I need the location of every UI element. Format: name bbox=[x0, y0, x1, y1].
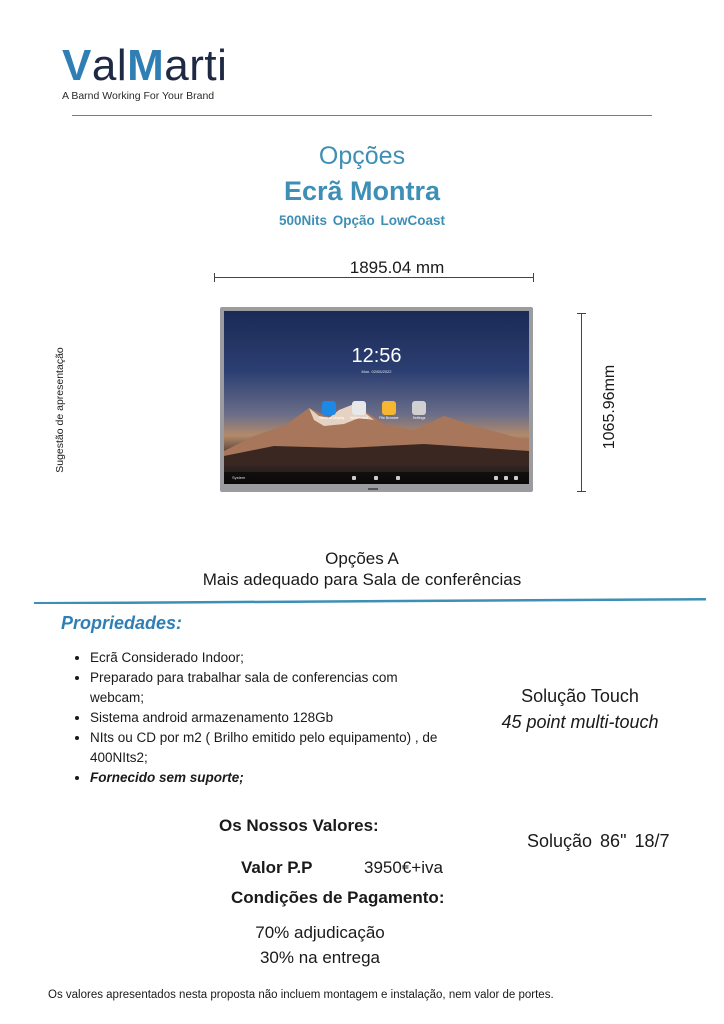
logo-letters-al: al bbox=[91, 41, 128, 90]
whiteboard-icon bbox=[352, 401, 366, 415]
logo-letter-v: V bbox=[62, 41, 92, 90]
taskbar-system-label: System bbox=[232, 475, 246, 480]
screen-date: Mon. 02/05/2022 bbox=[361, 369, 392, 374]
product-subtitle: 500Nits Opção LowCoast bbox=[278, 213, 446, 228]
page-title: Opções bbox=[318, 142, 406, 170]
width-dimension-line bbox=[214, 277, 534, 278]
gear-icon bbox=[412, 401, 426, 415]
display-screen bbox=[224, 311, 529, 484]
screen-app-row bbox=[319, 401, 429, 420]
app-label: File Browser bbox=[379, 416, 399, 420]
footnote: Os valores apresentados nesta proposta não incluem montagem e instalação, nem valor de portes. bbox=[48, 989, 554, 1001]
list-item: • Ecrã Considerado Indoor; bbox=[90, 648, 450, 668]
folder-icon bbox=[382, 401, 396, 415]
logo-tagline: A Barnd Working For Your Brand bbox=[62, 90, 215, 102]
screen-taskbar bbox=[224, 472, 529, 484]
option-a-block bbox=[0, 548, 724, 590]
taskbar-back-icon bbox=[396, 476, 400, 480]
option-a-title: Opções A bbox=[325, 549, 399, 568]
taskbar-status-icon bbox=[494, 476, 498, 480]
product-title: Ecrã Montra bbox=[283, 176, 441, 206]
height-dimension-label: 1065.96mm bbox=[601, 364, 618, 450]
height-dimension-line bbox=[581, 313, 582, 492]
taskbar-user-icon bbox=[514, 476, 518, 480]
header-divider bbox=[72, 115, 652, 116]
section-divider bbox=[34, 598, 706, 604]
display-product-image bbox=[220, 307, 533, 492]
price-amount: 3950€+iva bbox=[364, 858, 443, 877]
option-a-description: Mais adequado para Sala de conferências bbox=[202, 570, 522, 589]
logo-letters-arti: arti bbox=[164, 41, 228, 90]
wifi-icon bbox=[322, 401, 336, 415]
monitor-brand-mark bbox=[368, 488, 378, 490]
payment-term-1: 70% adjudicação bbox=[255, 923, 385, 942]
list-item: • NIts ou CD por m2 ( Brilho emitido pelo equipamento) , de 400NIts2; bbox=[90, 728, 450, 768]
app-label: Wireless display bbox=[319, 416, 345, 420]
taskbar-settings-icon bbox=[504, 476, 508, 480]
app-label: Whiteboard bbox=[350, 416, 368, 420]
list-item: • Sistema android armazenamento 128Gb bbox=[90, 708, 450, 728]
properties-title: Propriedades: bbox=[61, 613, 183, 633]
width-dimension-label: 1895.04 mm bbox=[349, 258, 445, 277]
app-label: Settings bbox=[412, 416, 426, 420]
logo-letter-m: M bbox=[127, 41, 165, 90]
price-label: Valor P.P bbox=[241, 858, 313, 877]
app-settings bbox=[409, 401, 429, 420]
taskbar-home-icon bbox=[352, 476, 356, 480]
solution-size: Solução 86" 18/7 bbox=[527, 831, 670, 851]
taskbar-apps-icon bbox=[374, 476, 378, 480]
values-title: Os Nossos Valores: bbox=[219, 816, 379, 835]
logo-wordmark bbox=[62, 41, 228, 90]
company-logo bbox=[62, 41, 228, 102]
payment-term-2: 30% na entrega bbox=[259, 948, 381, 967]
app-file-browser bbox=[379, 401, 399, 420]
presentation-suggestion-note: Sugestão de apresentação bbox=[54, 347, 66, 473]
touch-solution-title: Solução Touch bbox=[521, 686, 639, 706]
app-whiteboard bbox=[349, 401, 369, 420]
list-item: • Fornecido sem suporte; bbox=[90, 768, 450, 788]
payment-conditions-title: Condições de Pagamento: bbox=[231, 888, 445, 907]
app-wireless-display bbox=[319, 401, 345, 420]
list-item: • Preparado para trabalhar sala de conferencias com webcam; bbox=[90, 668, 450, 708]
screen-clock: 12:56 bbox=[351, 345, 402, 367]
properties-list bbox=[72, 648, 450, 788]
touch-solution-detail: 45 point multi-touch bbox=[501, 712, 659, 732]
